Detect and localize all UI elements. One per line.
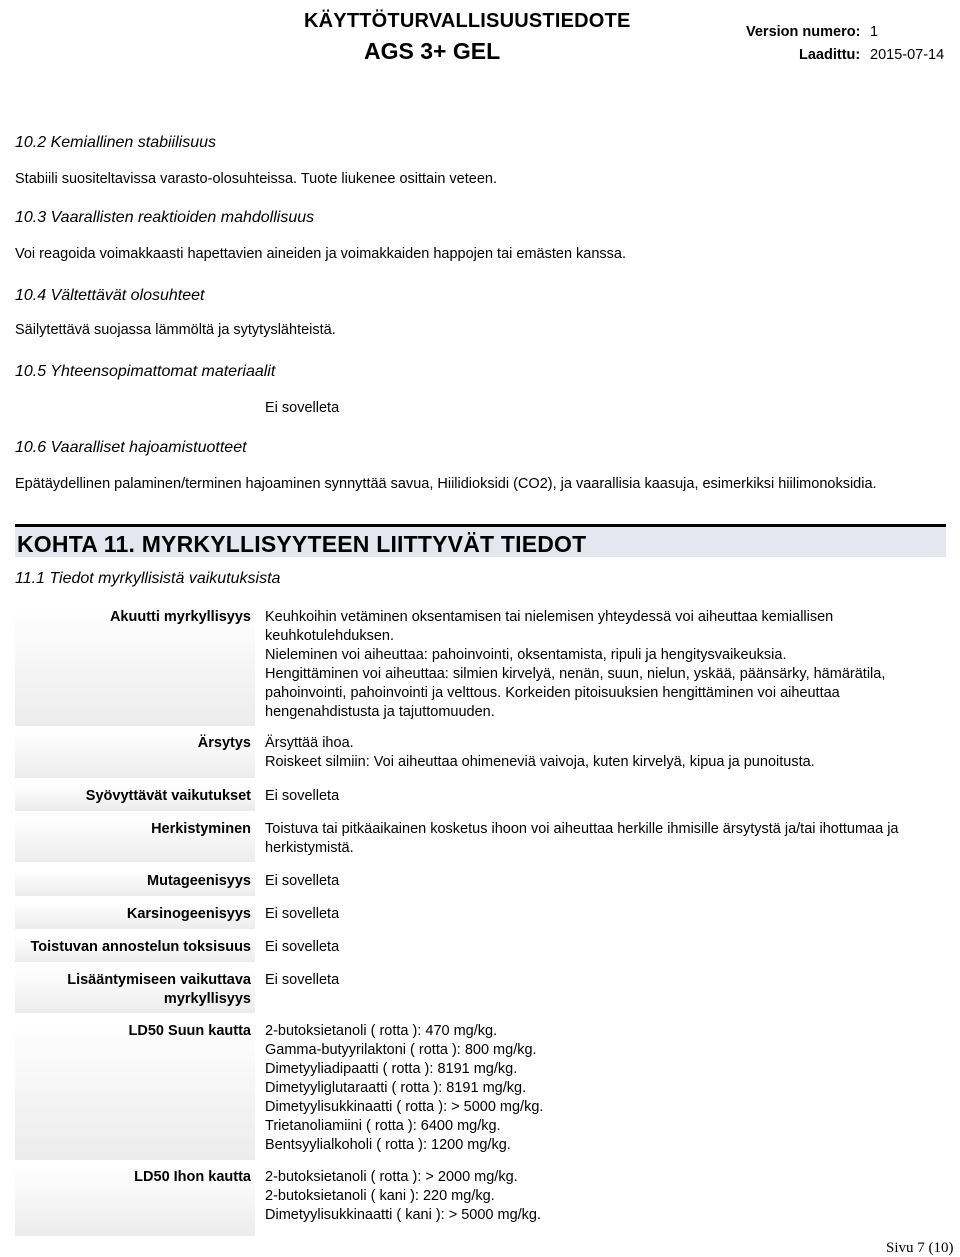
tox-label-line: Herkistyminen	[151, 821, 251, 837]
tox-label	[31, 938, 251, 957]
tox-value	[265, 1022, 945, 1155]
tox-label-cell	[15, 818, 255, 862]
tox-label-cell	[15, 903, 255, 929]
tox-value-line: Dimetyylisukkinaatti ( kani ): > 5000 mg/kg.	[265, 1207, 542, 1223]
tox-value	[265, 971, 945, 990]
document-title: KÄYTTÖTURVALLISUUSTIEDOTE	[304, 10, 631, 32]
tox-label-line: Syövyttävät vaikutukset	[85, 788, 251, 804]
tox-label-cell	[15, 785, 255, 811]
tox-value-line: Ei sovelleta	[265, 788, 340, 804]
tox-label	[110, 608, 251, 627]
tox-label-cell	[15, 936, 255, 962]
tox-value-line: herkistymistä.	[265, 840, 354, 856]
tox-label-cell	[15, 1166, 255, 1236]
tox-value-line: Ei sovelleta	[265, 906, 340, 922]
tox-value-line: Roiskeet silmiin: Voi aiheuttaa ohimeneviä vaivoja, kuten kirvelyä, kipua ja punoitusta.	[265, 754, 815, 770]
section-11-title: KOHTA 11. MYRKYLLISYYTEEN LIITTYVÄT TIEDOT	[17, 531, 587, 557]
tox-label-line: Karsinogeenisyys	[126, 906, 251, 922]
product-name: AGS 3+ GEL	[364, 38, 501, 64]
paragraph-10-2: Stabiili suositeltavissa varasto-olosuhteissa. Tuote liukenee osittain veteen.	[15, 171, 497, 187]
tox-label-line: Mutageenisyys	[147, 873, 251, 889]
tox-label-line: Akuutti myrkyllisyys	[109, 609, 251, 625]
tox-value-line: Ei sovelleta	[265, 939, 340, 955]
tox-label-line: myrkyllisyys	[163, 991, 251, 1007]
tox-value-line: Bentsyylialkoholi ( rotta ): 1200 mg/kg.	[265, 1137, 511, 1153]
tox-value-line: 2-butoksietanoli ( kani ): 220 mg/kg.	[265, 1188, 495, 1204]
tox-value-line: Gamma-butyyrilaktoni ( rotta ): 800 mg/kg.	[265, 1042, 537, 1058]
tox-label	[147, 872, 251, 891]
tox-label	[198, 734, 251, 753]
subsection-heading-10-3: 10.3 Vaarallisten reaktioiden mahdollisuus	[15, 209, 315, 226]
tox-value	[265, 787, 945, 806]
tox-value-line: Ei sovelleta	[265, 972, 340, 988]
tox-value-line: Keuhkoihin vetäminen oksentamisen tai nielemisen yhteydessä voi aiheuttaa kemiallisen	[265, 609, 834, 625]
tox-value	[265, 938, 945, 957]
tox-label-cell	[15, 606, 255, 726]
tox-label	[129, 1022, 251, 1041]
tox-label-cell	[15, 870, 255, 896]
tox-label	[134, 1168, 251, 1187]
date-value: 2015-07-14	[870, 47, 945, 63]
date-label: Laadittu:	[799, 47, 861, 63]
tox-label-line: LD50 Suun kautta	[128, 1023, 251, 1039]
tox-value-line: Trietanoliamiini ( rotta ): 6400 mg/kg.	[265, 1118, 501, 1134]
tox-value-line: 2-butoksietanoli ( rotta ): 470 mg/kg.	[265, 1023, 498, 1039]
subsection-heading-10-4: 10.4 Vältettävät olosuhteet	[15, 287, 205, 304]
tox-label-cell	[15, 732, 255, 778]
tox-value-line: keuhkotulehduksen.	[265, 628, 394, 644]
paragraph-10-4: Säilytettävä suojassa lämmöltä ja sytytyslähteistä.	[15, 322, 336, 338]
tox-value	[265, 820, 945, 858]
tox-value	[265, 608, 945, 722]
tox-label-line: Ärsytys	[197, 735, 251, 751]
version-value: 1	[870, 24, 879, 40]
tox-value-line: Toistuva tai pitkäaikainen kosketus ihoon voi aiheuttaa herkille ihmisille ärsytystä ja/tai ihottumaa ja	[265, 821, 899, 837]
tox-label-line: Lisääntymiseen vaikuttava	[67, 972, 251, 988]
tox-value-line: 2-butoksietanoli ( rotta ): > 2000 mg/kg.	[265, 1169, 518, 1185]
tox-value	[265, 905, 945, 924]
paragraph-10-5: Ei sovelleta	[265, 400, 340, 416]
subsection-heading-10-5: 10.5 Yhteensopimattomat materiaalit	[15, 363, 276, 380]
tox-label-line: Toistuvan annostelun toksisuus	[30, 939, 251, 955]
tox-value-line: Nieleminen voi aiheuttaa: pahoinvointi, oksentamista, ripuli ja hengitysvaikeuksia.	[265, 647, 787, 663]
tox-value-line: Ärsyttää ihoa.	[265, 735, 354, 751]
subsection-heading-10-6: 10.6 Vaaralliset hajoamistuotteet	[15, 439, 247, 456]
tox-label	[67, 971, 251, 1009]
tox-value-line: pahoinvointi, pahoinvointi ja velttous. Korkeiden pitoisuuksien hengittäminen voi aiheuttaa	[265, 685, 840, 701]
subsection-heading-10-2: 10.2 Kemiallinen stabiilisuus	[15, 134, 216, 151]
tox-label	[151, 820, 251, 839]
tox-value-line: Hengittäminen voi aiheuttaa: silmien kirvelyä, nenän, suun, nielun, yskää, päänsärky, hämärätila,	[265, 666, 886, 682]
paragraph-10-6: Epätäydellinen palaminen/terminen hajoaminen synnyttää savua, Hiilidioksidi (CO2), ja vaarallisia kaasuja, esimerkiksi hiilimonoksidia.	[15, 476, 877, 492]
paragraph-10-3: Voi reagoida voimakkaasti hapettavien aineiden ja voimakkaiden happojen tai emästen kanssa.	[15, 246, 627, 262]
tox-value-line: Dimetyyliglutaraatti ( rotta ): 8191 mg/kg.	[265, 1080, 527, 1096]
version-label: Version numero:	[746, 24, 861, 40]
tox-label-cell	[15, 969, 255, 1013]
tox-value-line: Dimetyyliadipaatti ( rotta ): 8191 mg/kg.	[265, 1061, 518, 1077]
section-11-header	[15, 524, 946, 557]
tox-value-line: hengenahdistusta ja tajuttomuuden.	[265, 704, 495, 720]
tox-value	[265, 734, 945, 772]
tox-value	[265, 872, 945, 891]
page-number: Sivu 7 (10)	[886, 1240, 954, 1256]
subsection-heading-11-1: 11.1 Tiedot myrkyllisistä vaikutuksista	[15, 570, 281, 587]
tox-value	[265, 1168, 945, 1225]
tox-label-cell	[15, 1020, 255, 1160]
tox-label	[127, 905, 251, 924]
tox-label-line: LD50 Ihon kautta	[134, 1169, 251, 1185]
tox-value-line: Dimetyylisukkinaatti ( rotta ): > 5000 mg/kg.	[265, 1099, 544, 1115]
tox-value-line: Ei sovelleta	[265, 873, 340, 889]
tox-label	[86, 787, 251, 806]
